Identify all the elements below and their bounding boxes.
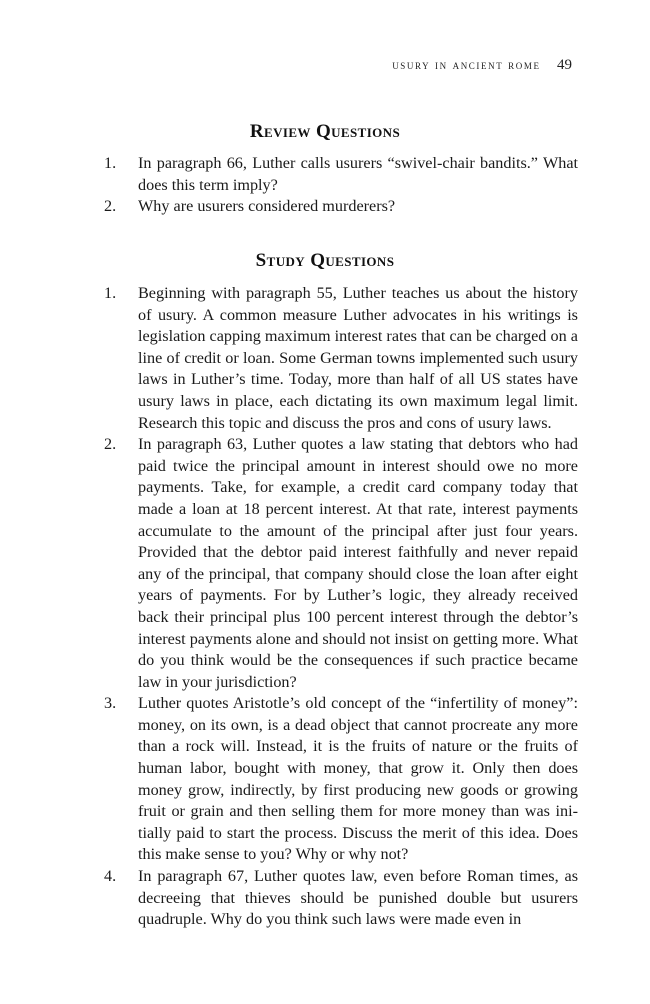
- running-head-title: usury in ancient rome: [392, 57, 541, 72]
- question-text: Luther quotes Aristotle’s old concept of the “infertility of money”: money, on its own, is a dead object that cannot procreate any more than a rock will. Instead, it is the fruits of nature or the fruits of human labor, bought with money, that grow it. Only then does money grow, indirectly, by first producing new goods or growing fruit or grain and then selling them for more money than was initially paid to start the process. Discuss the merit of this idea. Does this make sense to you? Why or why not?: [138, 694, 578, 864]
- study-question: [100, 283, 578, 434]
- question-text: In paragraph 66, Luther calls usurers “swivel-chair bandits.” What does this term imply?: [138, 154, 578, 194]
- question-text: Why are usurers considered murderers?: [138, 197, 396, 216]
- review-question: [100, 153, 578, 196]
- question-number: 2.: [104, 435, 117, 454]
- question-text: In paragraph 63, Luther quotes a law stating that debtors who had paid twice the principal amount in interest should owe no more payments. Take, for example, a credit card company today that made a loan at 18 percent interest. At that rate, interest payments accumulate to the amount of the principal after just four years. Provided that the debtor paid interest faithfully and never repaid any of the principal, that company should close the loan after eight years of payments. For by Luther’s logic, they already received back their principal plus 100 percent interest through the debtor’s interest payments alone and should not insist on getting more. What do you think would be the consequences if such practice became law in your jurisdiction?: [138, 435, 578, 691]
- review-question: [100, 196, 578, 218]
- study-question: [100, 693, 578, 866]
- study-question: [100, 866, 578, 931]
- question-text: In paragraph 67, Luther quotes law, even before Roman times, as decreeing that thieves should be punished double but usurers quadruple. Why do you think such laws were made even in: [138, 867, 578, 929]
- page-number: 49: [557, 57, 572, 73]
- review-questions-list: [100, 153, 578, 218]
- study-questions-list: [100, 283, 578, 931]
- study-question: [100, 434, 578, 693]
- question-number: 1.: [104, 154, 117, 172]
- review-questions-heading: Review Questions: [249, 121, 401, 142]
- question-number: 3.: [104, 694, 117, 713]
- running-head: [392, 57, 572, 74]
- question-number: 4.: [104, 867, 117, 886]
- question-number: 2.: [104, 197, 117, 216]
- question-number: 1.: [104, 284, 117, 302]
- question-text: Beginning with paragraph 55, Luther teaches us about the history of usury. A common measure Luther advocates in his writings is legislation capping maximum interest rates that can be charged on a line of credit or loan. Some German towns implemented such usury laws in Luther’s time. Today, more than half of all US states have usury laws in place, each dictating its own maximum legal limit. Research this topic and discuss the pros and cons of usury laws.: [138, 284, 578, 432]
- study-questions-heading: Study Questions: [255, 250, 395, 271]
